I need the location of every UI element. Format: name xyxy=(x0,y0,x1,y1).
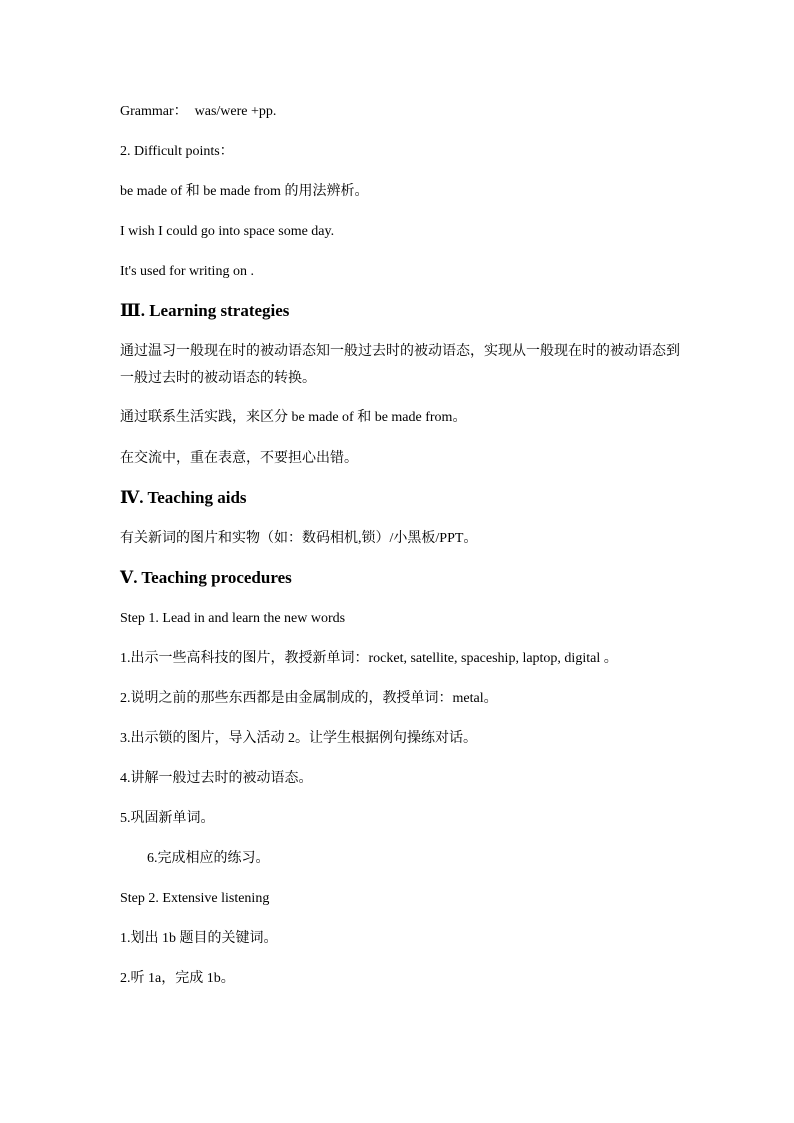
step-1-item: 5.巩固新单词。 xyxy=(120,811,215,826)
be-made-line: be made of 和 be made from 的用法辨析。 xyxy=(120,184,369,199)
teaching-aids-paragraph: 有关新词的图片和实物（如：数码相机,锁）/小黑板/PPT。 xyxy=(120,531,478,546)
its-used-line: It's used for writing on . xyxy=(120,264,254,279)
i-wish-line: I wish I could go into space some day. xyxy=(120,224,335,239)
step-2-title: Step 2. Extensive listening xyxy=(120,891,270,906)
step-1-item: 3.出示锁的图片，导入活动 2。让学生根据例句操练对话。 xyxy=(120,731,477,746)
teaching-aids-heading: Ⅳ. Teaching aids xyxy=(120,488,247,507)
step-2-item: 2.听 1a，完成 1b。 xyxy=(120,971,235,986)
learning-strategies-paragraph-3: 在交流中，重在表意，不要担心出错。 xyxy=(120,451,358,466)
step-1-item: 6.完成相应的练习。 xyxy=(147,851,270,866)
teaching-procedures-heading: Ⅴ. Teaching procedures xyxy=(120,568,292,587)
step-1-title: Step 1. Lead in and learn the new words xyxy=(120,611,346,626)
step-1-item: 1.出示一些高科技的图片，教授新单词：rocket, satellite, spaceship, laptop, digital 。 xyxy=(120,651,618,666)
difficult-points-line: 2. Difficult points： xyxy=(120,144,234,159)
step-1-item: 4.讲解一般过去时的被动语态。 xyxy=(120,771,313,786)
learning-strategies-paragraph-2: 通过联系生活实践，来区分 be made of 和 be made from。 xyxy=(120,410,467,425)
learning-strategies-heading: Ⅲ. Learning strategies xyxy=(120,301,290,320)
learning-strategies-paragraph-1: 通过温习一般现在时的被动语态知一般过去时的被动语态，实现从一般现在时的被动语态到一般过去时的被动语态的转换。 xyxy=(120,344,680,386)
step-2-item: 1.划出 1b 题目的关键词。 xyxy=(120,931,278,946)
step-1-item: 2.说明之前的那些东西都是由金属制成的，教授单词：metal。 xyxy=(120,691,498,706)
grammar-line: Grammar： was/were +pp. xyxy=(120,104,277,119)
